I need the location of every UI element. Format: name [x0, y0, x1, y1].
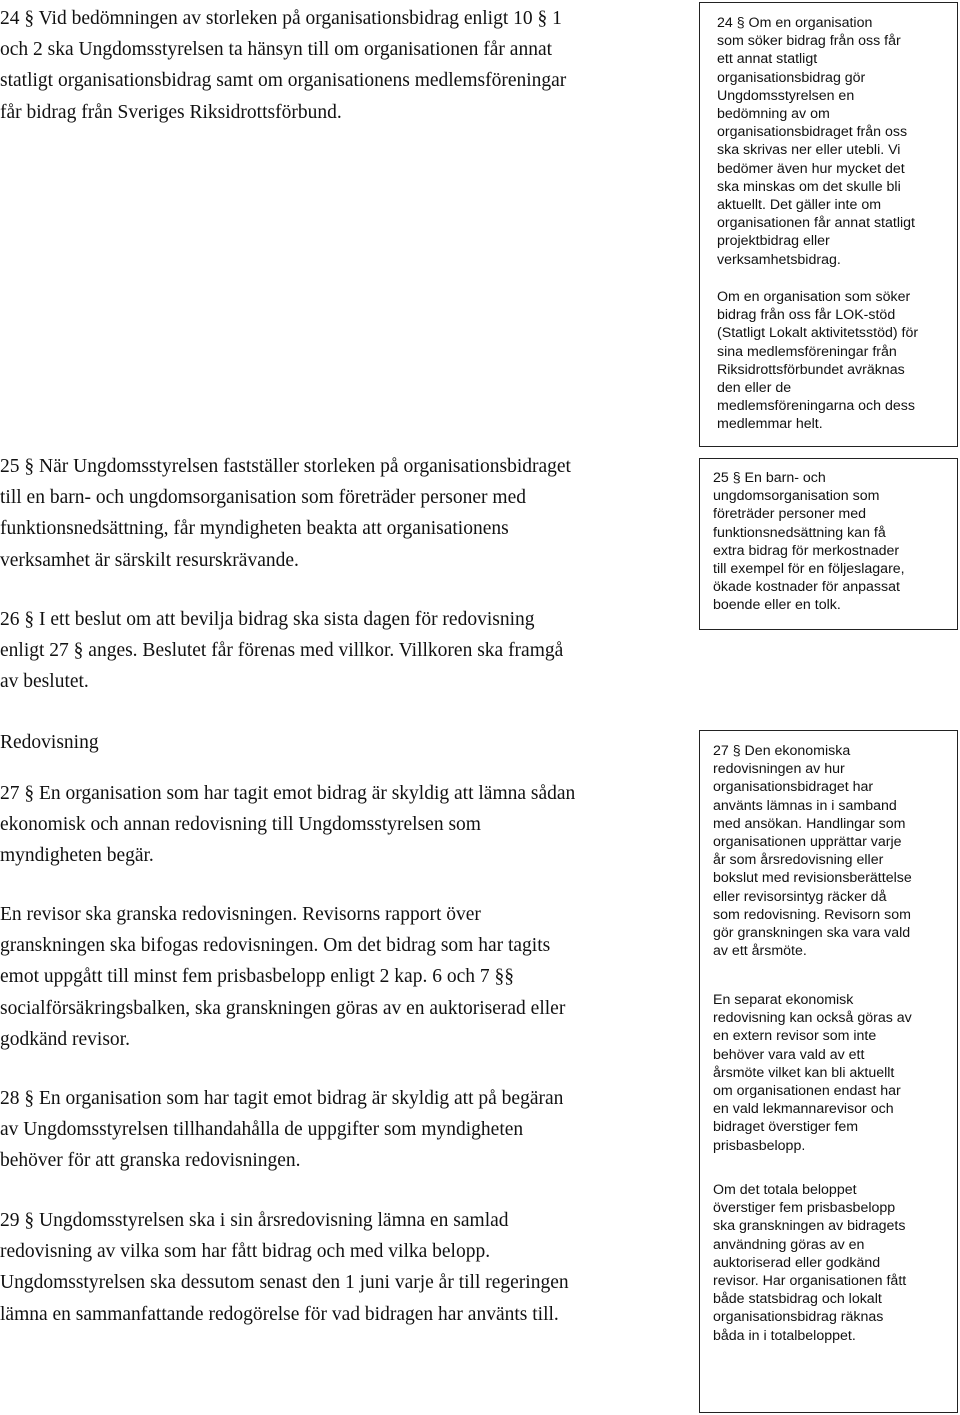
comment-27-totalbelopp: Om det totala beloppet överstiger fem prisbasbelopp ska granskningen av bidragets användning göras av en auktoriserad eller godkänd revisor. Har organisationen fått både statsbidrag och lokalt organisationsbidrag räknas båda in i totalbeloppet. [713, 1182, 907, 1344]
paragraph-29: 29 § Ungdomsstyrelsen ska i sin årsredovisning lämna en samlad redovisning av vilka som har fått bidrag och med vilka belopp. Ungdomsstyrelsen ska dessutom senast den 1 juni varje år till regeringen lämna en sammanfattande redogörelse för vad bidragen har använts till. [0, 1210, 569, 1325]
paragraph-24: 24 § Vid bedömningen av storleken på organisationsbidrag enligt 10 § 1 och 2 ska Ungdomsstyrelsen ta hänsyn till om organisationen får annat statligt organisationsbidrag samt om organisationens medlemsföreningar får bidrag från Sveriges Riksidrottsförbund. [0, 8, 567, 123]
comment-27: 27 § Den ekonomiska redovisningen av hur organisationsbidraget har använts lämnas in i samband med ansökan. Handlingar som organisationen upprättar varje år som årsredovisning eller bokslut med revisionsberättelse eller revisorsintyg räcker då som redovisning. Revisorn som gör granskningen ska vara vald av ett årsmöte. [713, 743, 912, 960]
comment-27-extern-revisor: En separat ekonomisk redovisning kan också göras av en extern revisor som inte behöver vara vald av ett årsmöte vilket kan bli aktuellt om organisationen endast har en vald lekmannarevisor och bidraget överstiger fem prisbasbelopp. [713, 992, 912, 1154]
section-heading-redovisning: Redovisning [0, 732, 99, 753]
comment-box-27 [699, 730, 958, 1413]
comment-box-25 [699, 458, 958, 630]
comment-24: 24 § Om en organisation som söker bidrag från oss får ett annat statligt organisationsbidrag gör Ungdomsstyrelsen en bedömning av om organisationsbidraget från oss ska skrivas ner eller utebli. Vi bedömer även hur mycket det ska minskas om det skulle bli aktuellt. Det gäller inte om organisationen får annat statligt projektbidrag eller verksamhetsbidrag. [717, 15, 915, 268]
paragraph-25: 25 § När Ungdomsstyrelsen fastställer storleken på organisationsbidraget till en barn- och ungdomsorganisation som företräder personer med funktionsnedsättning, får myndigheten beakta att organisationens verksamhet är särskilt resurskrävande. [0, 456, 571, 571]
paragraph-28: 28 § En organisation som har tagit emot bidrag är skyldig att på begäran av Ungdomsstyrelsen tillhandahålla de uppgifter som myndigheten behöver för att granska redovisningen. [0, 1088, 564, 1172]
comment-25: 25 § En barn- och ungdomsorganisation som företräder personer med funktionsnedsättning kan få extra bidrag för merkostnader till exempel för en följeslagare, ökade kostnader för anpassat boende eller en tolk. [713, 470, 905, 614]
paragraph-27: 27 § En organisation som har tagit emot bidrag är skyldig att lämna sådan ekonomisk och annan redovisning till Ungdomsstyrelsen som myndigheten begär. [0, 783, 576, 867]
paragraph-27-revisor: En revisor ska granska redovisningen. Revisorns rapport över granskningen ska bifogas redovisningen. Om det bidrag som har tagits emot uppgått till minst fem prisbasbelopp enligt 2 kap. 6 och 7 §§ socialförsäkringsbalken, ska granskningen göras av en auktoriserad eller godkänd revisor. [0, 904, 566, 1050]
comment-24-lok: Om en organisation som söker bidrag från oss får LOK-stöd (Statligt Lokalt aktivitetsstöd) för sina medlemsföreningar från Riksidrottsförbundet avräknas den eller de medlemsföreningarna och dess medlemmar helt. [717, 289, 919, 433]
comment-box-24 [699, 2, 958, 447]
paragraph-26: 26 § I ett beslut om att bevilja bidrag ska sista dagen för redovisning enligt 27 § anges. Beslutet får förenas med villkor. Villkoren ska framgå av beslutet. [0, 609, 564, 693]
